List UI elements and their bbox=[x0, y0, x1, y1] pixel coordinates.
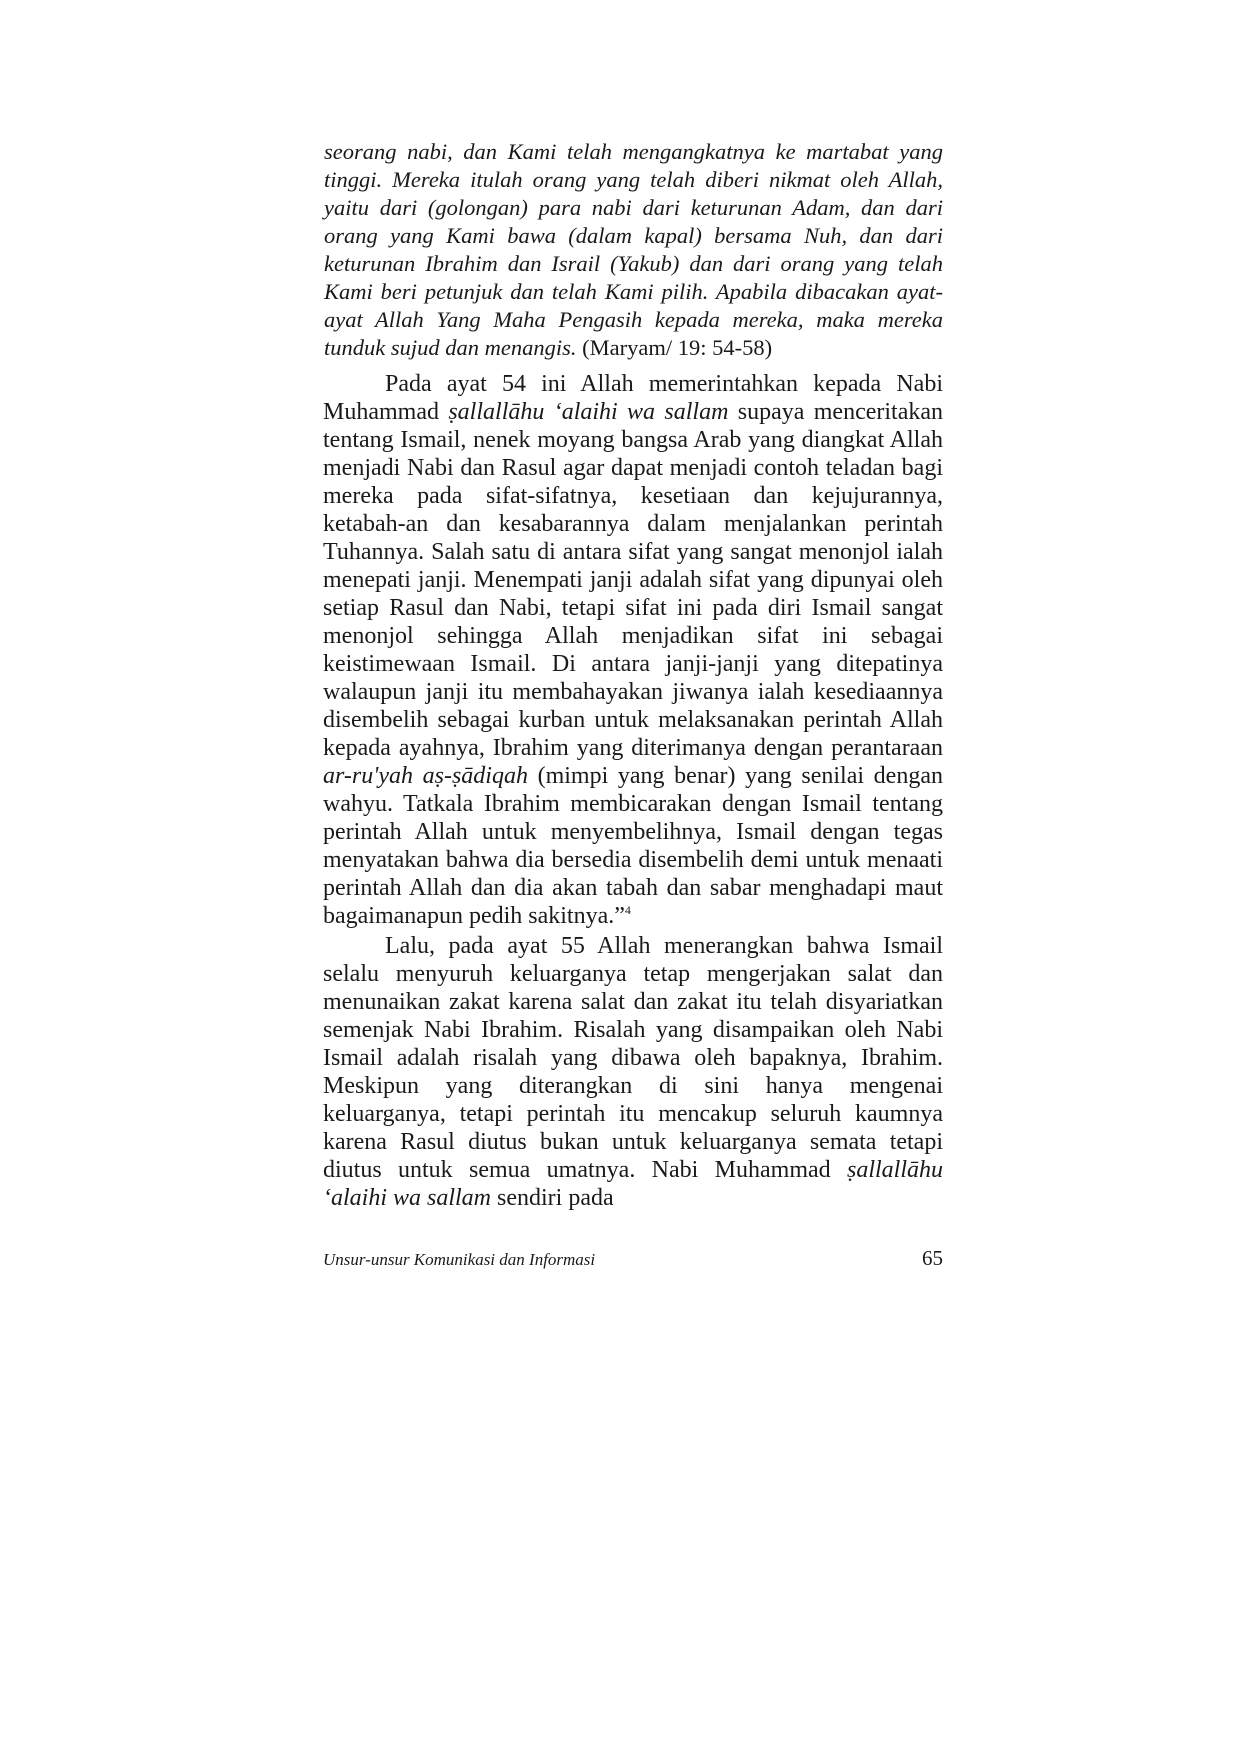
paragraph-text: sendiri pada bbox=[497, 1185, 614, 1211]
paragraph-text: (mimpi yang benar) yang senilai dengan wahyu. Tatkala Ibrahim membicarakan dengan Ismail tentang perintah Allah untuk menyembelihnya, Ismail dengan tegas menyatakan bahwa dia bersedia disembelih demi untuk menaati perintah Allah dan dia akan tabah dan sabar menghadapi maut bagaimanapun pedih sakitnya.” bbox=[323, 763, 943, 929]
paragraph-text: Lalu, pada ayat 55 Allah menerangkan bahwa Ismail selalu menyuruh keluarganya tetap mengerjakan salat dan menunaikan zakat karena salat dan zakat itu telah disyariatkan semenjak Nabi Ibrahim. Risalah yang disampaikan oleh Nabi Ismail adalah risalah yang dibawa oleh bapaknya, Ibrahim. Meskipun yang diterangkan di sini hanya mengenai keluarganya, tetapi perintah itu mencakup seluruh kaumnya karena Rasul diutus bukan untuk keluarganya semata tetapi diutus untuk semua umatnya. Nabi Muhammad bbox=[323, 933, 943, 1183]
page-number: 65 bbox=[922, 1246, 943, 1270]
footnote-ref[interactable]: 4 bbox=[624, 903, 631, 917]
paragraph-text: supaya menceritakan tentang Ismail, nenek moyang bangsa Arab yang diangkat Allah menjadi Nabi dan Rasul agar dapat menjadi contoh teladan bagi mereka pada sifat-sifatnya, kesetiaan dan kejujurannya, ketabah-an dan kesabarannya dalam menjalankan perintah Tuhannya. Salah satu di antara sifat yang sangat menonjol ialah menepati janji. Menempati janji adalah sifat yang dipunyai oleh setiap Rasul dan Nabi, tetapi sifat ini pada diri Ismail sangat menonjol sehingga Allah menjadikan sifat ini sebagai keistimewaan Ismail. Di antara janji-janji yang ditepatinya walaupun janji itu membahayakan jiwanya ialah kesediaannya disembelih sebagai kurban untuk melaksanakan perintah Allah kepada ayahnya, Ibrahim yang diterimanya dengan perantaraan bbox=[323, 399, 944, 761]
running-title: Unsur-unsur Komunikasi dan Informasi bbox=[323, 1250, 596, 1269]
arabic-term: ar-ru'yah aṣ-ṣādiqah bbox=[323, 763, 528, 789]
page-body bbox=[323, 138, 943, 1212]
page-footer bbox=[323, 1246, 943, 1271]
paragraph-text: Pada ayat 54 ini Allah memerintahkan kepada Nabi Muhammad bbox=[323, 371, 943, 425]
quote-citation: (Maryam/ 19: 54-58) bbox=[582, 335, 773, 360]
honorific-term: ṣallallāhu ‘alaihi wa sallam bbox=[448, 399, 729, 425]
honorific-term: ṣallallāhu ‘alaihi wa sallam bbox=[323, 1157, 943, 1211]
paragraph-ayat-54 bbox=[323, 370, 943, 930]
quran-translation-quote bbox=[323, 138, 943, 362]
quote-text: seorang nabi, dan Kami telah mengangkatnya ke martabat yang tinggi. Mereka itulah orang yang telah diberi nikmat oleh Allah, yaitu dari (golongan) para nabi dari keturunan Adam, dan dari orang yang Kami bawa (dalam kapal) bersama Nuh, dan dari keturunan Ibrahim dan Israil (Yakub) dan dari orang yang telah Kami beri petunjuk dan telah Kami pilih. Apabila dibacakan ayat-ayat Allah Yang Maha Pengasih kepada mereka, maka mereka tunduk sujud dan menangis. bbox=[324, 139, 943, 360]
paragraph-ayat-55 bbox=[323, 932, 943, 1212]
